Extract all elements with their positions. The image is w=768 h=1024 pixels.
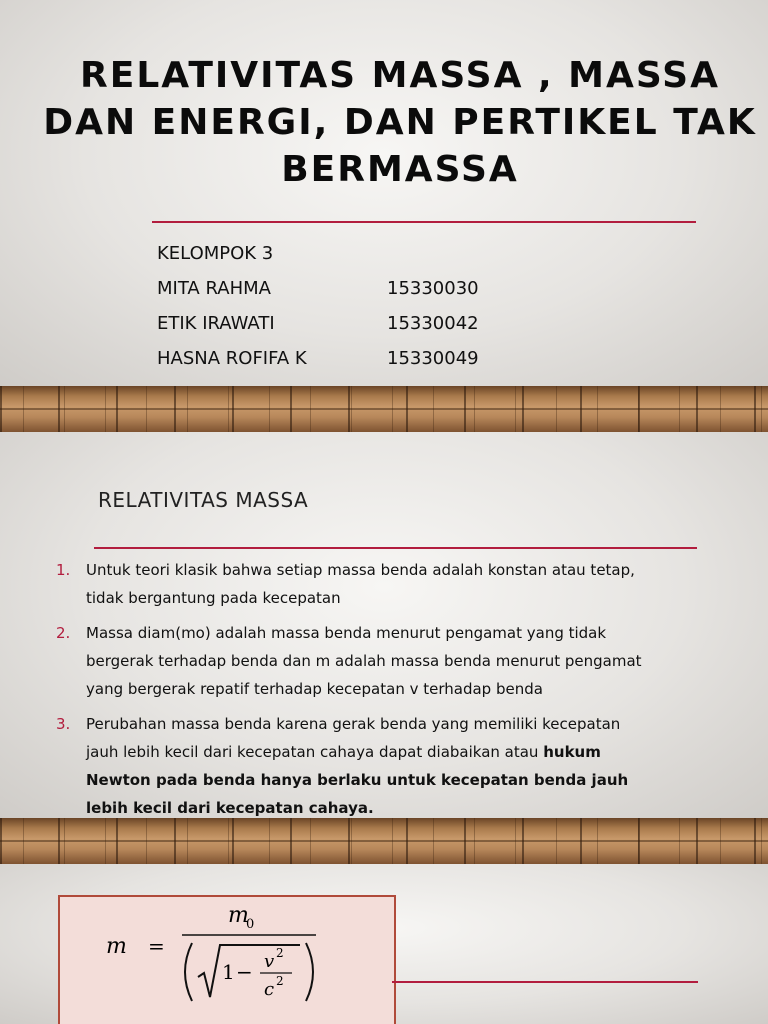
group-label: KELOMPOK 3 — [157, 243, 274, 264]
list-text: Untuk teori klasik bahwa setiap massa benda adalah konstan atau tetap, tidak bergantung pada kecepatan — [86, 561, 635, 607]
list-number: 1. — [56, 561, 71, 579]
formula-lhs: m — [106, 934, 127, 959]
slide-title — [0, 0, 768, 386]
formula-v-exp: 2 — [276, 946, 284, 960]
member-name: ETIK IRAWATI — [157, 313, 275, 334]
member-name: HASNA ROFIFA K — [157, 348, 307, 369]
formula-image — [58, 895, 396, 1024]
formula-c-exp: 2 — [276, 974, 284, 988]
list-item — [56, 619, 656, 703]
list-text: Perubahan massa benda karena gerak benda yang memiliki kecepatan jauh lebih kecil dari kecepatan cahaya dapat diabaikan atau hukum Newton pada benda hanya berlaku untuk kecepatan benda jauh lebih kecil dari kecepatan cahaya. — [86, 715, 629, 817]
title-divider — [152, 221, 696, 223]
bold-emphasis: hukum Newton pada benda hanya berlaku untuk kecepatan benda jauh lebih kecil dari kecepatan cahaya. — [86, 743, 629, 817]
formula-numerator: m — [228, 903, 249, 928]
member-row — [157, 341, 479, 376]
slide-title-heading: RELATIVITAS MASSA , MASSA DAN ENERGI, DAN PERTIKEL TAK BERMASSA — [43, 55, 757, 190]
member-row — [157, 271, 479, 306]
right-paren — [306, 943, 313, 1001]
formula-v: v — [264, 951, 275, 972]
member-list — [157, 236, 479, 376]
list-item — [56, 710, 656, 818]
section-heading: RELATIVITAS MASSA — [98, 488, 309, 512]
member-id: 15330030 — [387, 278, 479, 299]
list-number: 3. — [56, 715, 71, 733]
formula-minus: − — [236, 960, 253, 984]
list-item — [56, 556, 656, 612]
formula-c: c — [264, 979, 275, 1000]
formula-equals: = — [148, 934, 165, 958]
numbered-list — [56, 556, 656, 818]
formula-numerator-sub: 0 — [246, 917, 255, 932]
slide-relativitas-massa — [0, 432, 768, 818]
formula-divider — [392, 981, 698, 983]
member-id: 15330049 — [387, 348, 479, 369]
list-number: 2. — [56, 624, 71, 642]
member-name: MITA RAHMA — [157, 278, 271, 299]
list-text: Massa diam(mo) adalah massa benda menurut pengamat yang tidak bergerak terhadap benda dan m adalah massa benda menurut pengamat yang bergerak repatif terhadap kecepatan v terhadap benda — [86, 624, 642, 698]
left-paren — [185, 943, 192, 1001]
heading-divider — [94, 547, 697, 549]
slide-formula — [0, 864, 768, 1024]
member-row — [157, 306, 479, 341]
formula-one: 1 — [222, 960, 235, 984]
wood-floor-divider — [0, 386, 768, 432]
member-id: 15330042 — [387, 313, 479, 334]
wood-floor-divider — [0, 818, 768, 864]
relativistic-mass-formula — [60, 897, 394, 1024]
